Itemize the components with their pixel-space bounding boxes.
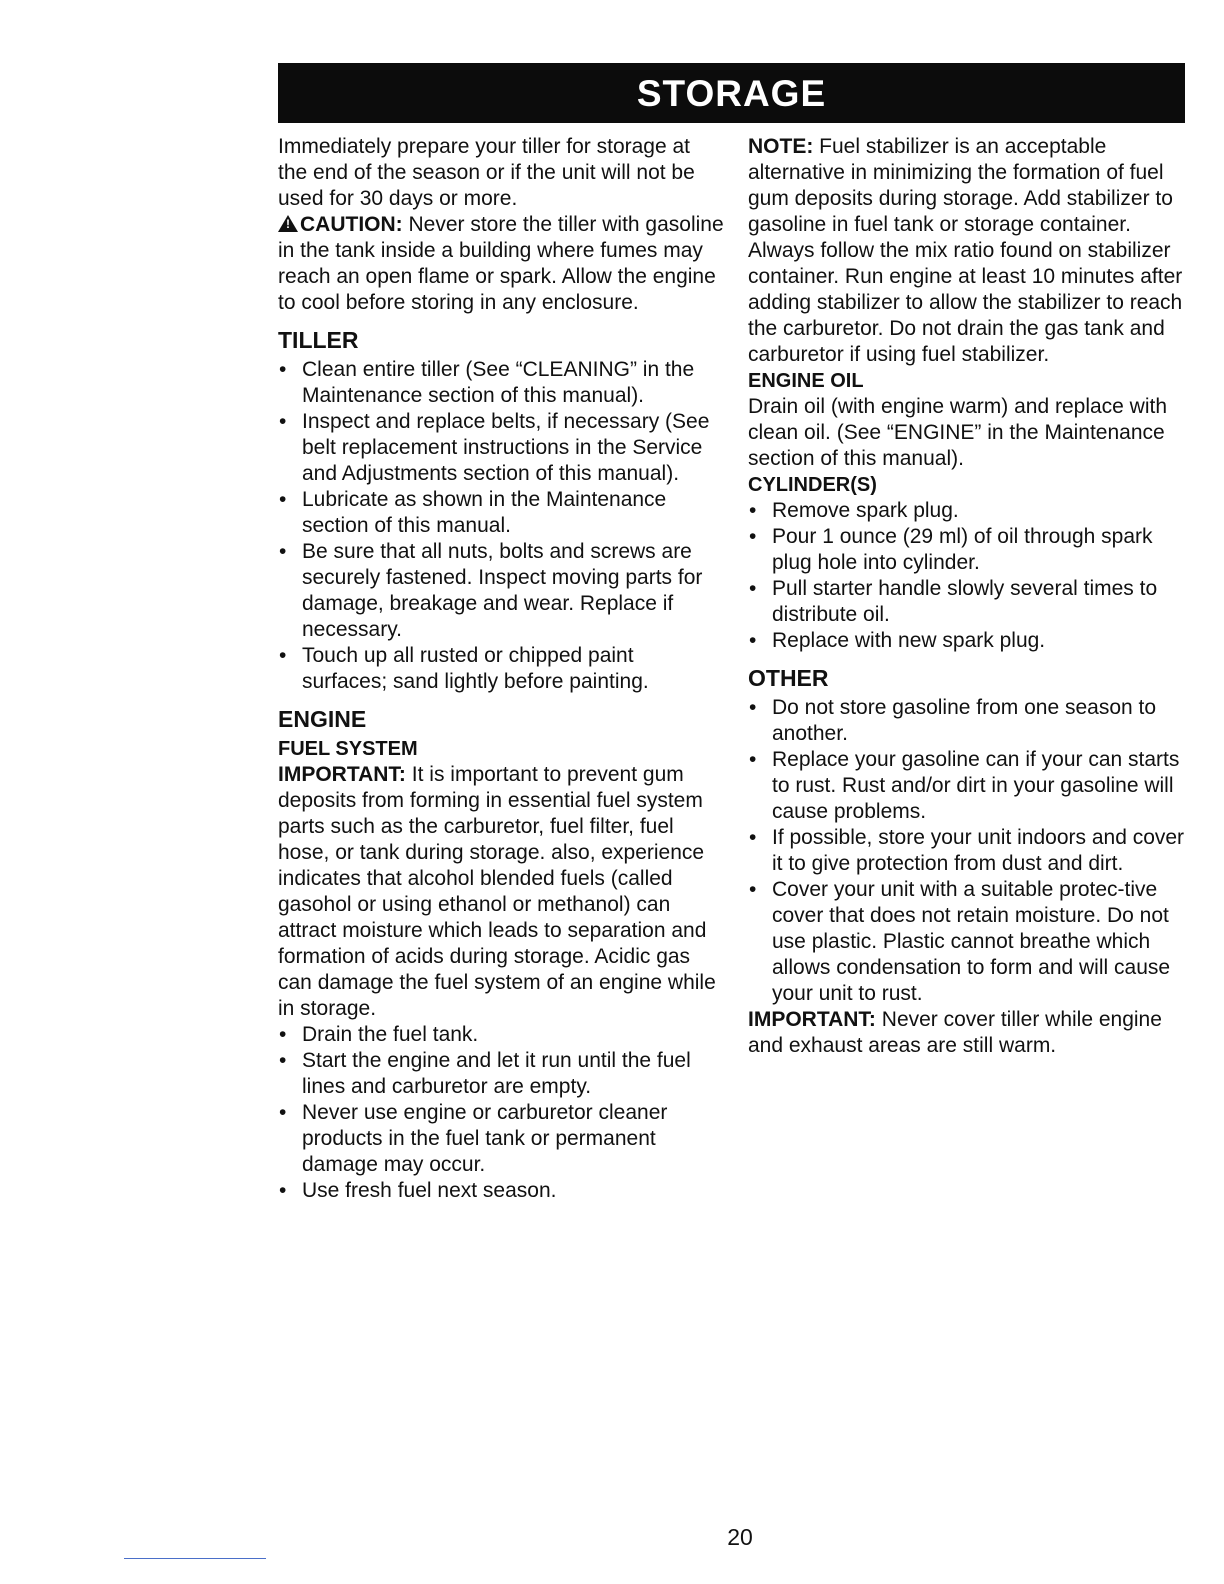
- caution-warning-icon: !: [278, 215, 298, 232]
- cylinder-list: [748, 498, 1188, 654]
- important-paragraph: [278, 762, 724, 1022]
- note-paragraph: [748, 134, 1188, 368]
- section-title: STORAGE: [278, 63, 1185, 123]
- intro-paragraph: Immediately prepare your tiller for storage at the end of the season or if the unit will not be used for 30 days or more.: [278, 135, 695, 210]
- left-column: [278, 134, 724, 1204]
- list-item: • Replace your gasoline can if your can starts to rust. Rust and/or dirt in your gasoline will cause problems.: [748, 747, 1188, 825]
- list-item: • Replace with new spark plug.: [748, 628, 1188, 654]
- important-text: Never cover tiller while engine and exhaust areas are still warm.: [748, 1008, 1162, 1057]
- note-text: Fuel stabilizer is an acceptable alternative in minimizing the formation of fuel gum deposits during storage. Add stabilizer to gasoline in fuel tank or storage container. Always follow the mix ratio found on stabilizer container. Run engine at least 10 minutes after adding stabilizer to allow the stabilizer to reach the carburetor. Do not drain the gas tank and carburetor if using fuel stabilizer.: [748, 135, 1183, 366]
- tiller-list: [278, 357, 724, 695]
- cylinder-heading: CYLINDER(S): [748, 474, 877, 496]
- list-item: • Be sure that all nuts, bolts and screws are securely fastened. Inspect moving parts for damage, breakage and wear. Replace if necessary.: [278, 539, 724, 643]
- tiller-heading: TILLER: [278, 327, 359, 353]
- page-number: 20: [727, 1524, 753, 1550]
- list-item: • Inspect and replace belts, if necessary (See belt replacement instructions in the Service and Adjustments section of this manual).: [278, 409, 724, 487]
- list-item: • Use fresh fuel next season.: [278, 1178, 724, 1204]
- note-label: NOTE:: [748, 135, 814, 158]
- list-item: • Lubricate as shown in the Maintenance section of this manual.: [278, 487, 724, 539]
- important-label: IMPORTANT:: [278, 763, 406, 786]
- list-item: • If possible, store your unit indoors and cover it to give protection from dust and dirt.: [748, 825, 1188, 877]
- important-text: It is important to prevent gum deposits from forming in essential fuel system parts such as the carburetor, fuel filter, fuel hose, or tank during storage. also, experience indicates that alcohol blended fuels (called gasohol or using ethanol or methanol) can attract moisture which leads to separation and formation of acids during storage. Acidic gas can damage the fuel system of an engine while in storage.: [278, 763, 716, 1020]
- caution-label: CAUTION:: [300, 213, 403, 236]
- list-item: • Pull starter handle slowly several times to distribute oil.: [748, 576, 1188, 628]
- list-item: • Touch up all rusted or chipped paint surfaces; sand lightly before painting.: [278, 643, 724, 695]
- engine-oil-paragraph: Drain oil (with engine warm) and replace with clean oil. (See “ENGINE” in the Maintenance section of this manual).: [748, 395, 1168, 470]
- important-warm-paragraph: [748, 1007, 1188, 1059]
- caution-text: Never store the tiller with gasoline in the tank inside a building where fumes may reach an open flame or spark. Allow the engine to cool before storing in any enclosure.: [278, 213, 724, 314]
- footer-rule: [124, 1558, 266, 1559]
- fuel-list: [278, 1022, 724, 1204]
- engine-oil-heading: ENGINE OIL: [748, 370, 864, 392]
- list-item: • Remove spark plug.: [748, 498, 1188, 524]
- list-item: • Drain the fuel tank.: [278, 1022, 724, 1048]
- engine-heading: ENGINE: [278, 706, 367, 732]
- list-item: • Do not store gasoline from one season to another.: [748, 695, 1188, 747]
- right-column: [748, 134, 1188, 1059]
- list-item: • Never use engine or carburetor cleaner products in the fuel tank or permanent damage may occur.: [278, 1100, 724, 1178]
- list-item: • Clean entire tiller (See “CLEANING” in the Maintenance section of this manual).: [278, 357, 724, 409]
- list-item: • Start the engine and let it run until the fuel lines and carburetor are empty.: [278, 1048, 724, 1100]
- list-item: • Cover your unit with a suitable protec-tive cover that does not retain moisture. Do not use plastic. Plastic cannot breathe which allows condensation to form and will cause your unit to rust.: [748, 877, 1188, 1007]
- fuel-system-heading: FUEL SYSTEM: [278, 738, 418, 760]
- other-list: [748, 695, 1188, 1007]
- other-heading: OTHER: [748, 665, 829, 691]
- list-item: • Pour 1 ounce (29 ml) of oil through spark plug hole into cylinder.: [748, 524, 1188, 576]
- important-label: IMPORTANT:: [748, 1008, 876, 1031]
- caution-paragraph: [278, 212, 724, 316]
